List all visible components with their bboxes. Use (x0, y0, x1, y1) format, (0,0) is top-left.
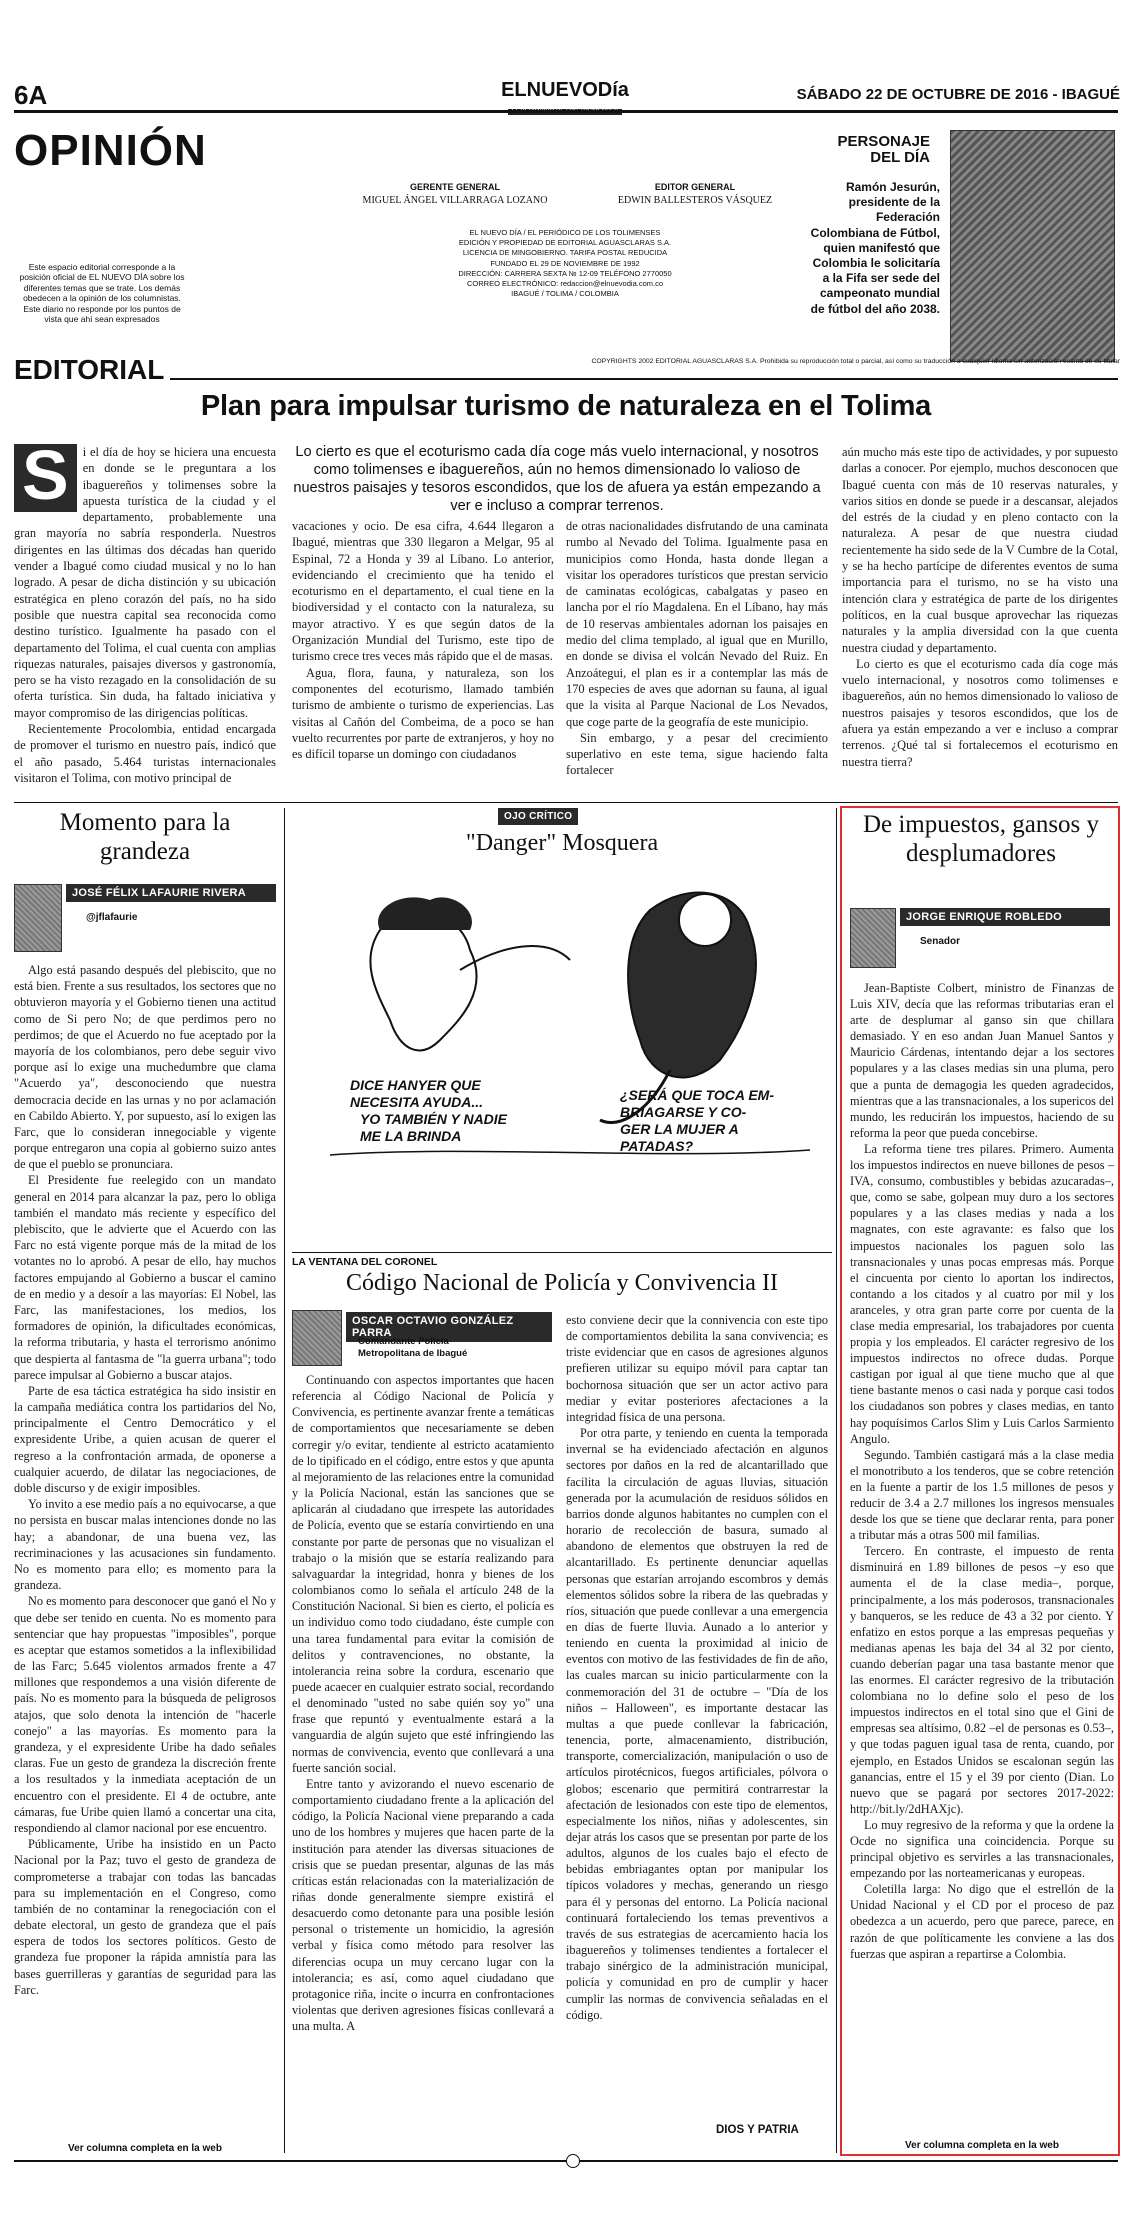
personaje-photo (950, 130, 1115, 362)
cartoon-hair (378, 897, 472, 930)
ventana-paragraph: Por otra parte, y teniendo en cuenta la temporada invernal se ha evidenciado afectación en algunos sectores por daños en la red de alcantarillado que facilita la circulación de aguas lluvias, situación generada por la acumulación de residuos sólidos en barrios donde algunos habitantes no cumplen con el horario de recolección de basura, sumado al abandono de elementos que obstruyen la red de alcantarillado. Es pertinente denunciar aquellas personas que estarían arrojando escombros y demás elementos sólidos sobre la ribera de las quebradas y ríos, situación que puede conllevar a una emergencia en días de fuerte lluvia. Aunado a lo anterior y teniendo en cuenta la proximidad al inicio de eventos con motivo de las festividades de fin de año, las cuales marcan su inicio particularmente con la conmemoración del 31 de octubre – "Día de los niños – Halloween", es importante destacar las multas a que puede conllevar la fabricación, tenencia, porte, almacenamiento, distribución, transporte, comercialización, manipulación o uso de artículos pirotécnicos, fuegos artificiales, pólvora o globos; escenario que permitirá contrarrestar la afectación de lesionados con este tipo de elementos, especialmente los niños, niñas y adolescentes, sin dejar atrás los casos que se presentan por parte de los adultos, algunos de los cuales bajo el efecto de bebidas embriagantes optan por manipular los típicos voladores y mechas, generando un riesgo para él y personas del entorno. La Policía nacional continuará fortaleciendo los temas preventivos a través de sus estrategias de acercamiento hacia los ibaguereños y tolimenses tendientes a fortalecer el trabajo sinérgico de la administración municipal, policía y comunidad en pro de cumplir y hacer cumplir las normas de convivencia señaladas en el código. (566, 1426, 828, 2022)
editorial-paragraph: Recientemente Procolombia, entidad encargada de promover el turismo en nuestro país, indicó que el año pasado, 5.464 turistas internacionales visitaron el Tolima, con motivo principal de (14, 722, 276, 785)
ventana-title: Código Nacional de Policía y Convivencia II (346, 1270, 778, 1296)
column-paragraph: El Presidente fue reelegido con un mandato general en 2014 para alcanzar la paz, pero lo obliga también el mandato más reciente y específico del plebiscito, que le advierte que el Acuerdo con las Farc no está vigente porque más de la mitad de los votantes no lo aprobó. A pesar de ello, hay muchos factores empujando al Gobierno a buscar el camino de en medio y a desoír a las mayorías: El Nobel, las Farc, las manifestaciones, los medios, los formadores de opinión, la dificultades económicas, la reforma tributaria, y hasta el terrorismo anónimo que despierta al fantasma de "la guerra urbana"; todo parece impulsar al Gobierno a buscar atajos. (14, 1173, 276, 1382)
author-bar-right: JORGE ENRIQUE ROBLEDO (900, 908, 1110, 926)
masthead-info: EL NUEVO DÍA / EL PERIÓDICO DE LOS TOLIMENSES EDICIÓN Y PROPIEDAD DE EDITORIAL AGUASCLARAS S.A. LICENCIA DE MINGOBIERNO. TARIFA POSTAL REDUCIDA FUNDADO EL 29 DE NOVIEMBRE DE 1992 DIRECCIÓN: CARRERA SEXTA № 12-09 TELÉFONO 2770050 CORREO ELECTRÓNICO: redaccion@elnuevodia.com.co IBAGUÉ / TOLIMA / COLOMBIA (458, 228, 672, 299)
issue-date: SÁBADO 22 DE OCTUBRE DE 2016 - IBAGUÉ (796, 86, 1120, 103)
cartoon-label: OJO CRÍTICO (498, 808, 578, 825)
ventana-sign: DIOS Y PATRIA (716, 2124, 799, 2136)
column-title-left: Momento para la grandeza (59, 809, 231, 865)
column-paragraph: Jean-Baptiste Colbert, ministro de Finanzas de Luis XIV, decía que las reformas tributarias eran el arte de desplumar al ganso sin que chillara demasiado. Y en eso andan Juan Manuel Santos y Mauricio Cárdenas, intentando dejar a los sectores populares y a las clases medias sin una pluma, pero que a punta de demagogia les queden agradecidos, mientras que a las transnacionales, a los supericos del mundo, les reducirán los impuestos, haciendo de su reforma la peor que pueda concebirse. (850, 981, 1114, 1140)
cartoon-speech-left: DICE HANYER QUE NECESITA AYUDA... YO TAMBIÉN Y NADIE ME LA BRINDA (350, 1077, 508, 1144)
registration-mark (566, 2154, 580, 2168)
column-paragraph: Públicamente, Uribe ha insistido en un Pacto Nacional por la Paz; tuvo el gesto de grandeza de comprometerse a trabajar con todas las bancadas para su implementación en el Congreso, como también de no contaminar la renegociación con el debate electoral, un gesto de grandeza que el país espera de todos los sectores políticos. Gesto de grandeza fue proponer la rápida amnistía para las bases guerrilleras y garantías de seguridad para las Farc. (14, 1837, 276, 1997)
web-link-left[interactable]: Ver columna completa en la web (68, 2143, 222, 2154)
ventana-paragraph: Continuando con aspectos importantes que hacen referencia al Código Nacional de Policía y Convivencia, es pertinente avanzar frente a temáticas de comportamientos que necesariamente se deben corregir y/o evitar, tendiente al estricto acatamiento de lo tipificado en el código, entre estos y que apunta al mejoramiento de las relaciones entre la comunidad y la Policía Nacional, están las sanciones que se aplicarán al ciudadano que irrespete las autoridades de Policía, evento que se estaría convirtiendo en una constante por parte de personas que no visualizan el trabajo o la misión que se estaría realizando para salvaguardar la integridad, honra y bienes de los colombianos como lo señala el artículo 248 de la Constitución Nacional. Si bien es cierto, el policía es un individuo como todo ciudadano, éste cumple con una tarea fundamental para evitar la comisión de delitos y contravenciones, no obstante, la intolerancia reina sobre la cordura, escenario que puede acaecer en cualquier estrato social, recordando el denominado "usted no sabe quién soy yo" una frase que repuntó y eventualmente estará a la vanguardia de algún sujeto que esté infringiendo las normas de convivencia, evento que conllevará a una fuerte sanción social. (292, 1373, 554, 1775)
author-bar-center: OSCAR OCTAVIO GONZÁLEZ PARRA (346, 1312, 552, 1342)
editorial-col-2 (292, 518, 554, 762)
ventana-paragraph: Entre tanto y avizorando el nuevo escenario de comportamiento ciudadano frente a la aplicación del código, la Policía Nacional viene preparando a cada uno de los hombres y mujeres que hacen parte de la institución para atender las diversas situaciones de crisis que se puedan presentar, algunas de las más críticas están relacionadas con la materialización de riñas donde generalmente siempre existirá el desacuerdo como detonante para una posible lesión personal o tristemente un homicidio, la agresión verbal y física como método para resolver las diferencias ocupa un muy cercano lugar con la intolerancia; es así, como aquel ciudadano que protagonice riña, incite o incurra en confrontaciones violentas que deriven agresiones físicas conllevará a una multa. A (292, 1776, 554, 2034)
author-role-right: Senador (920, 936, 961, 947)
ventana-col-1 (292, 1372, 554, 2034)
author-bar-left: JOSÉ FÉLIX LAFAURIE RIVERA (66, 884, 276, 902)
web-link-right[interactable]: Ver columna completa en la web (905, 2140, 1059, 2151)
column-paragraph: La reforma tiene tres pilares. Primero. Aumenta los impuestos indirectos en nueve billones de pesos –IVA, consumo, combustibles y bebidas azucaradas–, que, como se sabe, golpean muy duro a los sectores populares y a las clases medias y nada a los magnates, con este agravante: es falso que los impuestos nacionales los paguen solo las transnacionales y unas pocas empresas más. Porque el cincuenta por ciento lo aportan los indirectos, contando a los citados y al cuatro por mil y los aranceles, y otra gran parte corre por cuenta de la clase media empresarial, los trabajadores por cuenta propia y los empleados. El carácter regresivo de los impuestos indirectos no ofrece dudas. Porque castigan por igual al que tiene mucho que al que tiene bastante menos o casi nada y porque casi todos los ciudadanos son pobres y clases medias, en tanto hay poquísimos Carlos Slim y Luis Carlos Sarmiento Angulo. (850, 1141, 1114, 1446)
mid-rule (14, 802, 1118, 803)
ventana-paragraph: esto conviene decir que la connivencia con este tipo de comportamientos debilita la sana convivencia; es triste evidenciar que en casos de agresiones algunos prefieren utilizar su equipo móvil para captar tan bochornosa situación que ser un actor activo para mediar y evitar posteriores afectaciones a la integridad física de una persona. (566, 1313, 828, 1424)
gerente-block: GERENTE GENERAL MIGUEL ÁNGEL VILLARRAGA LOZANO (362, 182, 548, 206)
section-title: OPINIÓN (14, 126, 207, 175)
column-paragraph: Algo está pasando después del plebiscito, que no está bien. Frente a sus resultados, los sectores que no obtuvieron mayoría y el Gobierno tienen una actitud como de Si pero No; de que perdimos pero no perdimos; de que el Acuerdo no fue aceptado por la mayoría de los colombianos, pero debe seguir vivo porque así lo exige una muchedumbre que clama "Acuerdo ya", desconociendo que nuestra democracia decide en las urnas y no por aclamación en Cabildo Abierto. Y, por supuesto, así lo exigen las Farc, que lo consideran innegociable y vigente porque entregaron una copia al gobierno suizo antes de que el pueblo se pronunciara. (14, 963, 276, 1172)
editorial-paragraph: Sin embargo, y a pesar del crecimiento superlativo en este tema, sigue haciendo falta fortalecer (566, 730, 828, 778)
drop-cap: S (14, 444, 77, 512)
editorial-rule (14, 378, 1118, 380)
cartoon-title: "Danger" Mosquera (465, 830, 659, 856)
editorial-paragraph: vacaciones y ocio. De esa cifra, 4.644 llegaron a Ibagué, mientras que 330 llegaron a Melgar, 95 al Espinal, 72 a Honda y 39 al Líbano. Lo anterior, evidenciando el crecimiento que ha tenido el ecoturismo en el departamento, el cual tiene en la biodiversidad y el contacto con la naturaleza, su mayor atractivo. Y es que según datos de la Organización Mundial del Turismo, este tipo de turismo crece tres veces más rápido que el de masas. (292, 519, 554, 664)
column-paragraph: Segundo. También castigará más a la clase media el monotributo a los tenderos, que se cobre retención en la fuente a partir de los 1.5 millones de pesos y reducir de 3.4 a 2.7 millones los ingresos mensuales desde los que se tiene que declarar renta, para poner a tributar más a otras 500 mil familias. (850, 1447, 1114, 1543)
author-photo-left (14, 884, 62, 952)
newspaper-logo: ELNUEVODía (470, 80, 660, 118)
editorial-pullquote: Lo cierto es que el ecoturismo cada día coge más vuelo internacional, y nosotros como tolimenses e ibaguereños, aún no hemos dimensionado lo valioso de nuestros paisajes y tesoros escondidos, que los de afuera ya están empezando a ver e incluso a comprar terrenos. (293, 444, 821, 514)
personaje-text: Ramón Jesurún, presidente de la Federación Colombiana de Fútbol, quien manifestó que Colombia le solicitaría a la Fifa ser sede del campeonato mundial de fútbol del año 2038. (810, 180, 940, 316)
editorial-paragraph: aún mucho más este tipo de actividades, y por supuesto darlas a conocer. Por ejemplo, muchos desconocen que Ibagué cuenta con más de 10 reservas naturales, y varios sitios en donde se puede ir a descansar, alejados del estrés de la ciudad y en pleno contacto con la naturaleza. A pesar de que nuestra ciudad recientemente ha sido sede de la V Cumbre de la Cotal, y se ha hecho partícipe de diferentes eventos de suma importancia para el turismo, no se ha visto una intención clara y estratégica de parte de los dirigentes políticos, en la cual busque aprovechar las riquezas naturales y la amplia diversidad con la que cuenta nuestra ciudad y departamento. (842, 445, 1118, 655)
column-title-right: De impuestos, gansos y desplumadores (862, 811, 1100, 867)
column-body-left (14, 962, 276, 1998)
author-photo-right (850, 908, 896, 968)
personaje-box (810, 130, 1118, 362)
cartoon-illustration (320, 870, 820, 1170)
column-paragraph: Yo invito a ese medio país a no equivocarse, a que no persista en buscar malas intenciones donde no las hay; a abandonar, de una buena vez, las recriminaciones y las acusaciones sin fundamento. No es momento para ello; es momento para la grandeza. (14, 1497, 276, 1593)
editorial-note: Este espacio editorial corresponde a la posición oficial de EL NUEVO DÍA sobre los diferentes temas que se trate. Los demás obedecen a la opinión de los columnistas. Este diario no responde por los puntos de vista que ahí sean expresados (19, 262, 185, 325)
cartoon-speech-right: ¿SERÁ QUE TOCA EM- BRIAGARSE Y CO- GER LA MUJER A PATADAS? (620, 1087, 775, 1154)
col-divider-1 (284, 808, 285, 2153)
author-role-center: Comandante Policía Metropolitana de Ibagué (358, 1336, 468, 1359)
editorial-paragraph: i el día de hoy se hiciera una encuesta en donde se le preguntara a los ibaguereños y tolimenses sobre la apuesta turística de la ciudad y el departamento, probablemente una gran mayoría no sabría responderla. Nuestros dirigentes en las últimas dos décadas han querido vender a Ibagué como ciudad musical y no lo han logrado. A pesar de dicha distinción y su ubicación estratégica en pleno corazón del país, no ha sido posible que nuestra capital sea reconocida como destino turístico. Igualmente ha pasado con el departamento del Tolima, el cual cuenta con amplias riquezas naturales, paisajes diversos y gastronomía, pero se ha visto rezagado en la consolidación de su oferta turística. Sin duda, ha faltado iniciativa y mayor compromiso de las dirigencias políticas. (14, 445, 276, 720)
column-paragraph: Parte de esa táctica estratégica ha sido insistir en la campaña mediática contra los partidarios del No, principalmente el Centro Democrático y el expresidente Uribe, a quien acusan de querer el regreso a la confrontación armada, de oponerse a cualquier acuerdo, de dilatar las negociaciones, de doble discurso y de exigir imposibles. (14, 1383, 276, 1495)
cartoon-ground (330, 1150, 810, 1155)
author-handle-left: @jflafaurie (86, 912, 138, 923)
editorial-col-3 (566, 518, 828, 779)
cartoon-rule (292, 1252, 832, 1253)
editor-block: EDITOR GENERAL EDWIN BALLESTEROS VÁSQUEZ (617, 182, 773, 206)
copyright-line: COPYRIGHTS 2002 EDITORIAL AGUASCLARAS S.A. Prohibida su reproducción total o parcial, así como su traducción a cualquier idioma sin autorización escrita de su titular (591, 358, 1120, 365)
editorial-title: Plan para impulsar turismo de naturaleza en el Tolima (200, 390, 932, 422)
column-paragraph: No es momento para desconocer que ganó el No y que debe ser tenido en cuenta. No es momento para sentenciar que hay propuestas "imposibles", porque es aceptar que estamos sometidos a la inflexibilidad de las Farc; 5.645 violentos armados frente a 47 millones que respondemos a una visión diferente de país. No es momento para la búsqueda de peligrosos atajos, que solo denota la intención de "hacerle conejo" a las mayorías. Es momento para la grandeza, y el expresidente Uribe ha dado señales claras. Fue un gesto de grandeza la discreción frente a los resultados y la inmediata aceptación de un encuentro con el presidente. El 4 de octubre, ante cámaras, fue Uribe quien llamó a concertar una cita, respondiendo al clamor nacional por ese encuentro. (14, 1594, 276, 1835)
ventana-label: LA VENTANA DEL CORONEL (292, 1256, 438, 1268)
cartoon-figure-left (370, 913, 476, 1051)
column-paragraph: Coletilla larga: No digo que el estrellón de la Unidad Nacional y el CD por el proceso de paz obedezca a un acuerdo, pero que parece, parece, en razón de que políticamente les conviene a las dos fuerzas que aspiran a repartirse a Colombia. (850, 1882, 1114, 1961)
editorial-col-1 (14, 436, 276, 786)
editorial-col-4 (842, 444, 1118, 770)
column-body-right (850, 980, 1114, 1962)
editorial-paragraph: de otras nacionalidades disfrutando de una caminata rumbo al Nevado del Tolima. Igualmente pasa en municipios como Honda, hasta donde llegan a visitar los operadores turísticos que prestan servicio de caminatas ecológicas, cabalgatas y paseo en lancha por el río Magdalena. En el Líbano, hay más de 10 reservas ambientales adornan los paisajes en medio del clima templado, al igual que en Murillo, en donde se divisa el volcán Nevado del Ruiz. En Anzoátegui, el plan es ir a contemplar las más de 170 especies de aves que adornan su fauna, al igual que la visita al Parque Nacional de Los Nevados, que coge parte de la geografía de este municipio. (566, 519, 828, 729)
editorial-paragraph: Lo cierto es que el ecoturismo cada día coge más vuelo internacional, y nosotros como tolimenses e ibaguereños, aún no hemos dimensionado lo valioso de nuestros paisajes y tesoros escondidos, que los de afuera ya están empezando a ver e incluso a comprar terrenos. ¿Qué tal si fortalecemos el ecoturismo en nuestra tierra? (842, 656, 1118, 769)
header-rule (14, 110, 1118, 113)
author-photo-center (292, 1310, 342, 1366)
column-paragraph: Lo muy regresivo de la reforma y que la ordene la Ocde no significa una coincidencia. Porque su principal objetivo es servirles a las transnacionales, empezando por las norteamericanas y europeas. (850, 1817, 1114, 1881)
personaje-title: PERSONAJE DEL DÍA (837, 133, 930, 166)
editorial-paragraph: Agua, flora, fauna, y naturaleza, son los componentes del ecoturismo, llamado también turismo de ambiente o turismo de experiencias. Las visitas al Cañón del Combeima, de a poco se han vuelto recurrentes por parte de extranjeros, y hoy no es difícil toparse un domingo con ciudadanos (292, 665, 554, 762)
col-divider-2 (836, 808, 837, 2153)
editorial-label: EDITORIAL (14, 354, 170, 386)
ventana-col-2 (566, 1312, 828, 2023)
cartoon-head (679, 894, 731, 946)
page-number: 6A (14, 80, 48, 110)
column-paragraph: Tercero. En contraste, el impuesto de renta disminuirá en 1.89 billones de pesos –y eso que aumenta el de la clase media–, porque, principalmente, a los más poderosos, transnacionales y banqueros, se les reduce de 43 a 32 por ciento. Y enfatizo en estos porque a las empresas pequeñas y medianas apenas les baja del 34 al 32 por ciento, cuando deberían pagar una tasa bastante menor que las enormes. El carácter regresivo de la tributación colombiana no lo define solo el peso de los impuestos indirectos en el total sino que el Gini de empresas sea altísimo, 0.82 –el de personas es 0.53–, y que todas paguen igual tasa de renta, cuando, por ejemplo, en Estados Unidos se escalonan según las ganancias, entre el 15 y el 39 por ciento (Dian. Lo nuevo que se pagará por sectores 2017-2022: http://bit.ly/2dHAXjc). (850, 1544, 1114, 1816)
